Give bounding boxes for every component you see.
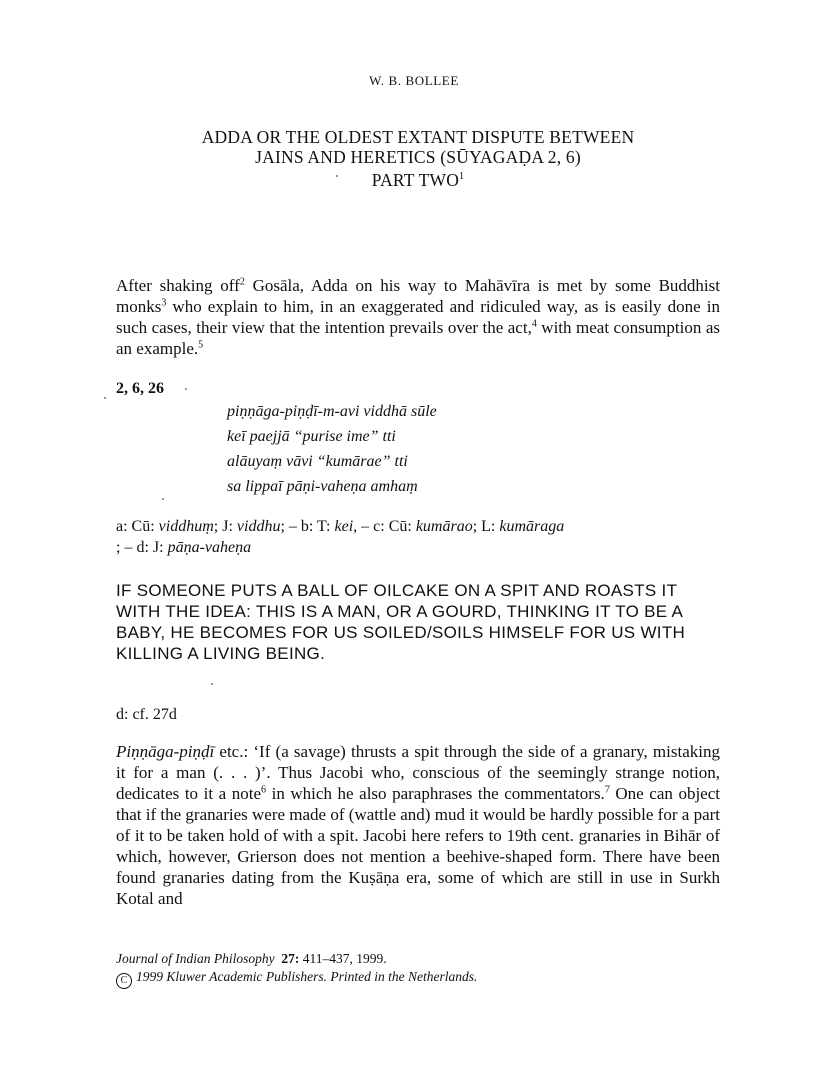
intro-text: Gosāla, Adda on his way to Mahāvīra is met by some Buddhist monks — [116, 276, 720, 316]
prakrit-verse — [227, 399, 437, 499]
intro-text: with meat consumption as an example. — [116, 318, 720, 358]
title-line-3 — [0, 167, 828, 190]
variant-readings — [116, 516, 720, 558]
journal-name: Journal of Indian Philosophy — [116, 951, 275, 966]
intro-text: After shaking off — [116, 276, 240, 295]
intro-paragraph — [116, 275, 720, 359]
verse-reference: 2, 6, 26 — [116, 380, 164, 397]
commentary-text: in which he also paraphrases the commentators. — [266, 784, 605, 803]
scan-speck — [185, 388, 187, 390]
journal-pages: 411–437, 1999. — [299, 951, 387, 966]
scan-speck — [211, 683, 213, 685]
copyright-line — [116, 968, 477, 989]
commentary-paragraph — [116, 741, 720, 909]
journal-volume: 27: — [281, 951, 300, 966]
journal-citation — [116, 950, 477, 968]
article-title — [0, 127, 828, 190]
title-part-label: PART TWO — [371, 169, 460, 190]
author-name: W. B. BOLLEE — [369, 73, 459, 88]
variant-reading: kei — [334, 518, 354, 535]
variant-reading: kumārao — [415, 518, 473, 535]
scan-speck — [104, 397, 106, 399]
publication-footer — [116, 950, 477, 989]
intro-text: who explain to him, in an exaggerated and ridiculed way, as is easily done in such cases, their view that the intention prevails over the act, — [116, 297, 720, 337]
footnote-ref-4: 4 — [531, 318, 537, 330]
verse-line-a: piṇṇāga-piṇḍī-m-avi viddhā sūle — [227, 403, 437, 420]
footnote-ref-3: 3 — [161, 297, 167, 309]
verse-line-b: keī paejjā “purise ime” tti — [227, 428, 396, 445]
commentary-text: One can object that if the granaries were made of (wattle and) mud it would be hardly possible for a part of it to be taken hold of with a spit. Jacobi here refers to 19th cent. granaries in Bihār of which, however, Grierson does not mention a beehive-shaped form. There have been found granaries dating from the Kuṣāṇa era, some of which are still in use in Surkh Kotal and — [116, 784, 720, 908]
verse-translation: IF SOMEONE PUTS A BALL OF OILCAKE ON A SPIT AND ROASTS IT WITH THE IDEA: THIS IS A MAN, OR A GOURD, THINKING IT TO BE A BABY, HE BECOMES FOR US SOILED/SOILS HIMSELF FOR US WITH KILLING A LIVING BEING. — [116, 581, 686, 663]
variant-reading: kumāraga — [499, 518, 565, 535]
variant-reading: viddhuṃ — [158, 518, 214, 535]
verse-line-d: sa lippaī pāṇi-vaheṇa amhaṃ — [227, 478, 418, 495]
variant-label: , – c: Cū: — [353, 518, 416, 535]
scan-speck — [162, 498, 164, 500]
title-line-1: ADDA OR THE OLDEST EXTANT DISPUTE BETWEEN — [201, 127, 635, 147]
copyright-text: 1999 Kluwer Academic Publishers. Printed in the Netherlands. — [136, 969, 478, 984]
variant-reading: pāṇa-vaheṇa — [167, 539, 252, 556]
commentary-term: Piṇṇāga-piṇḍī — [116, 742, 215, 761]
verse-line-c: alāuyaṃ vāvi “kumārae” tti — [227, 453, 408, 470]
footnote-ref-1: 1 — [459, 171, 465, 182]
variant-label: ; J: — [213, 518, 237, 535]
variant-label: a: Cū: — [116, 518, 159, 535]
copyright-icon: C — [116, 973, 132, 989]
variant-label: ; L: — [472, 518, 500, 535]
footnote-ref-2: 2 — [239, 276, 245, 288]
commentary-text: etc.: ‘If (a savage) thrusts a spit through the side of a granary, mistaking it for a man (. . . )’. Thus Jacobi who, conscious of the seemingly strange notion, dedicates to it a note — [116, 742, 720, 803]
footnote-ref-5: 5 — [198, 339, 204, 351]
scan-speck — [336, 175, 338, 177]
variant-label: ; – d: J: — [116, 539, 168, 556]
footnote-ref-6: 6 — [261, 784, 267, 796]
variant-label: ; – b: T: — [280, 518, 335, 535]
variant-reading: viddhu — [236, 518, 281, 535]
cross-reference-note: d: cf. 27d — [116, 706, 177, 723]
footnote-ref-7: 7 — [604, 784, 610, 796]
title-line-2: JAINS AND HERETICS (SŪYAGAḌA 2, 6) — [255, 147, 581, 167]
